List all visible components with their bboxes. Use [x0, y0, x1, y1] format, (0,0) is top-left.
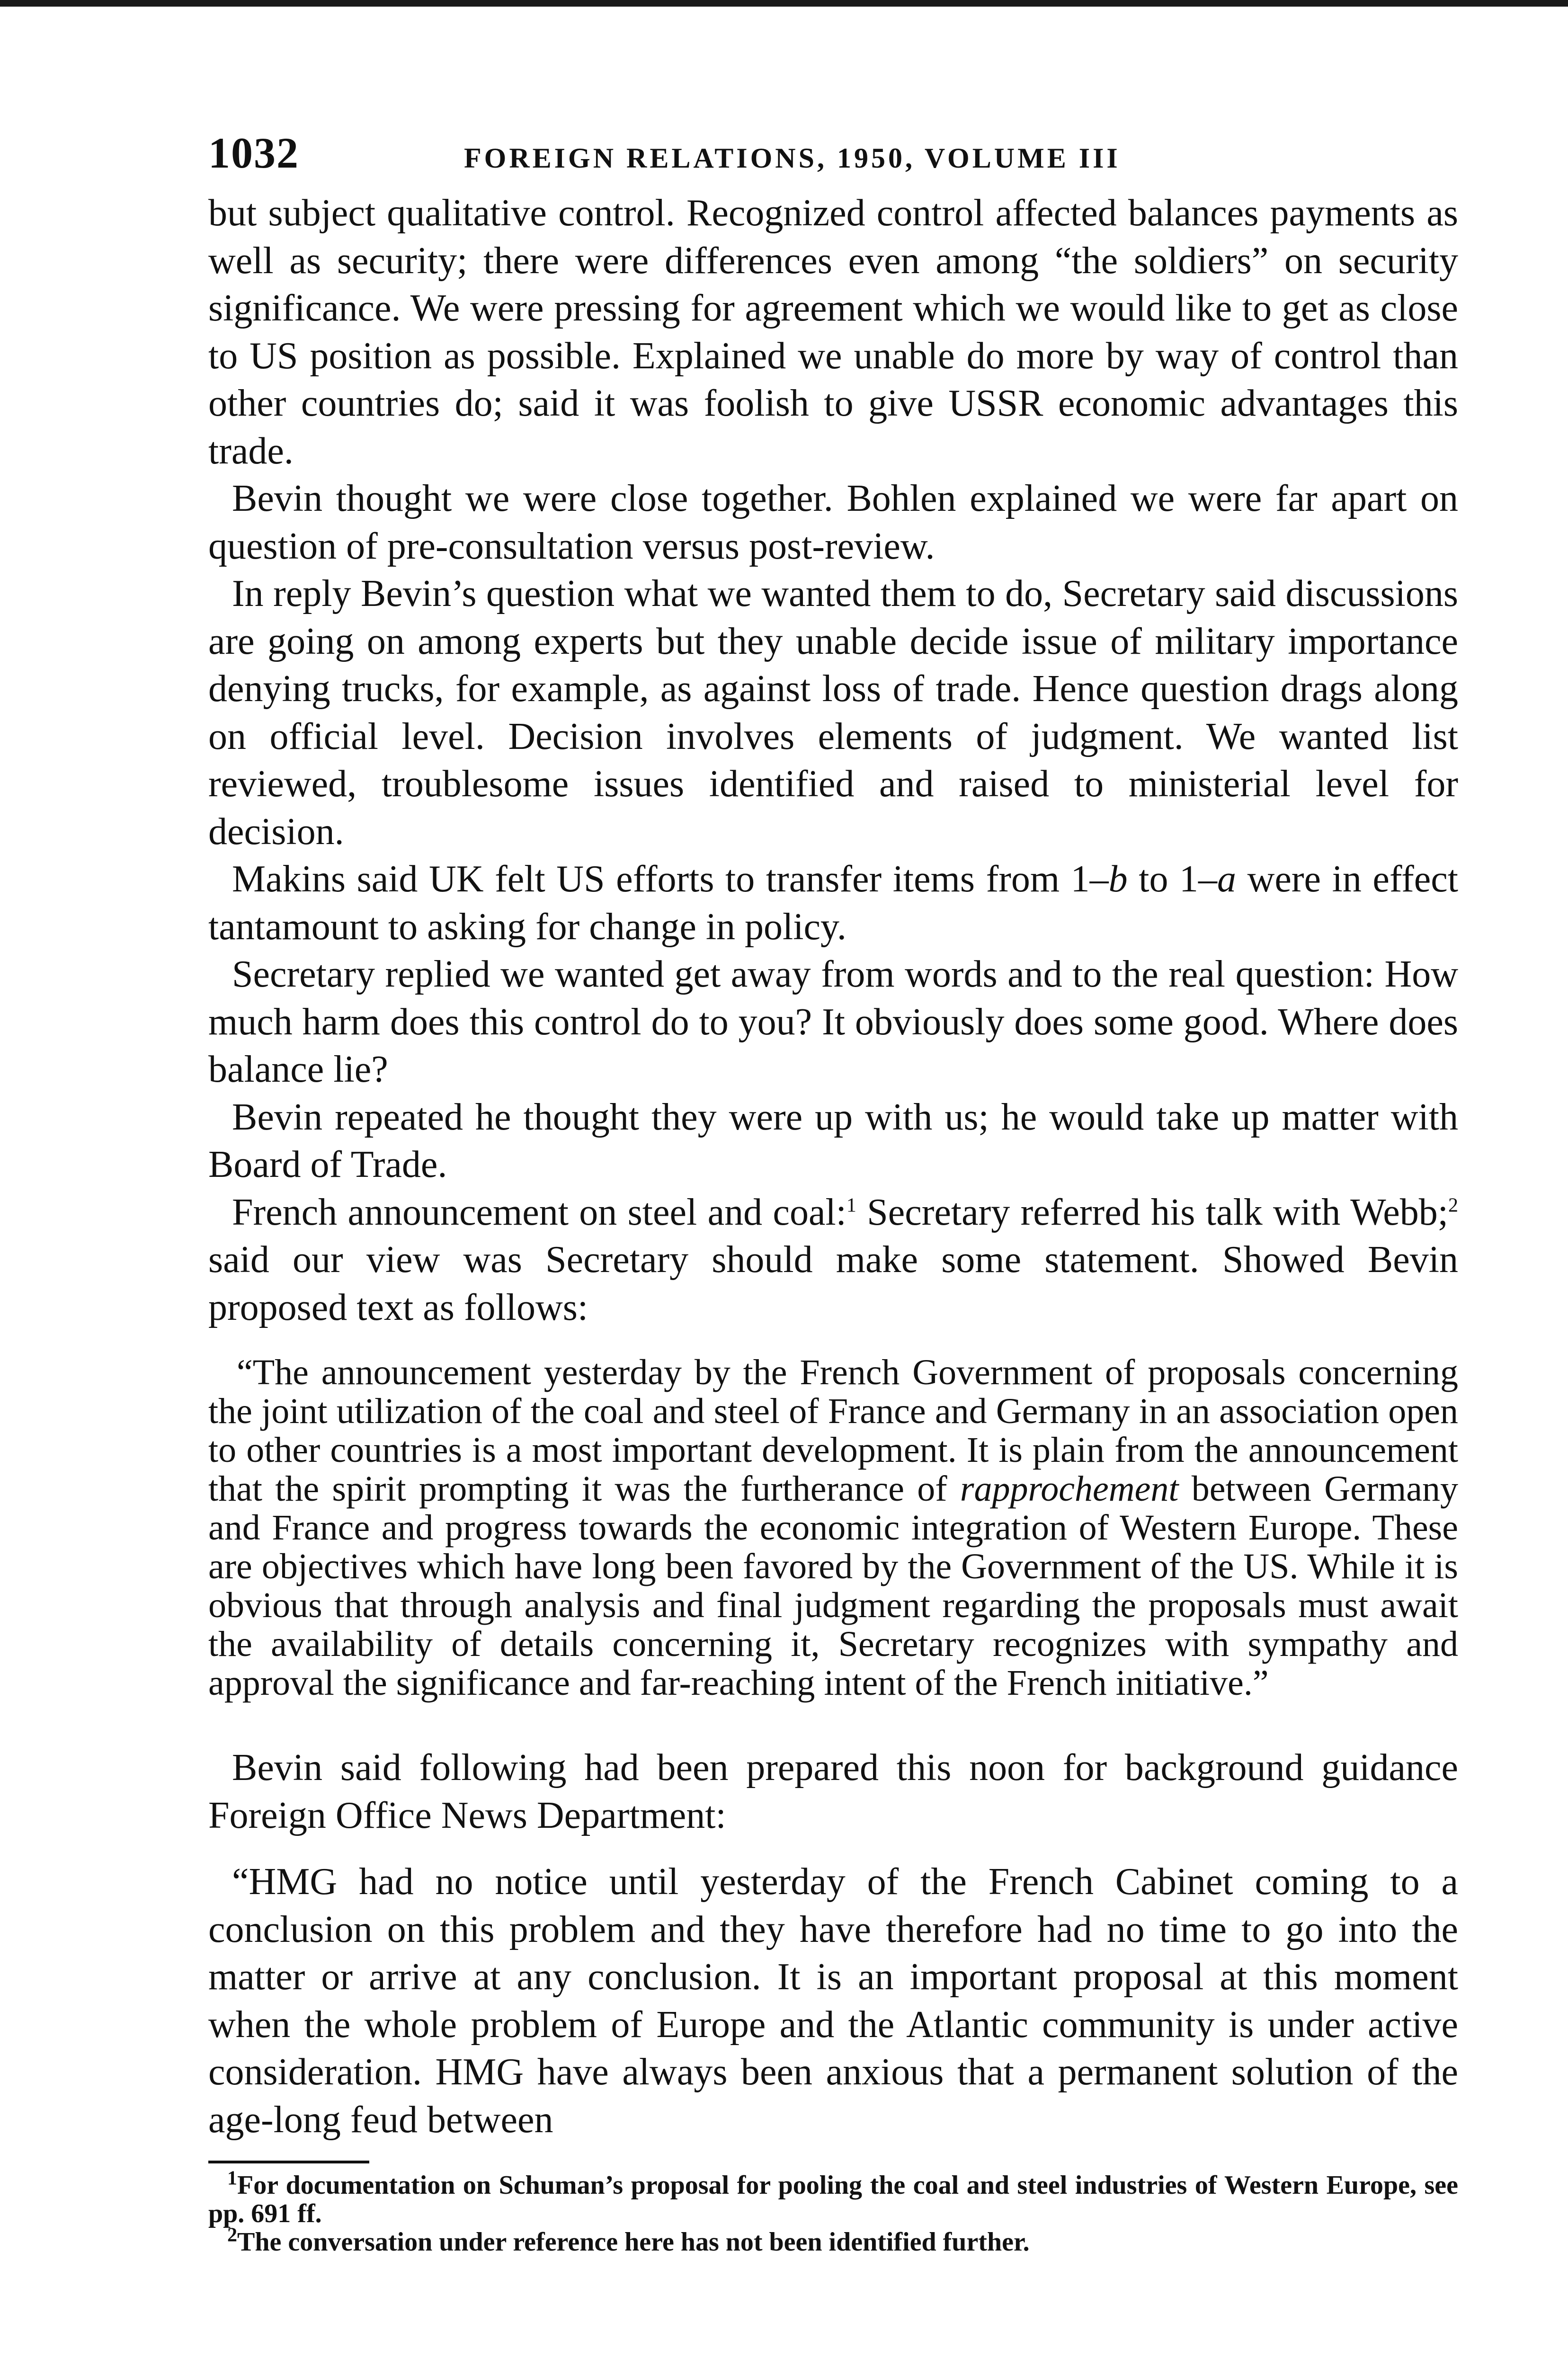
paragraph	[208, 1189, 1458, 1332]
paragraph: but subject qualitative control. Recognized control affected balances payments as well as security; there were differences even among “the soldiers” on security significance. We were pressing for agreement which we would like to get as close to US position as possible. Explained we unable do more by way of control than other countries do; said it was foolish to give USSR economic advantages this trade.	[208, 192, 1458, 472]
text-run: Makins said UK felt US efforts to transfer items from 1–	[232, 858, 1109, 900]
block-quote	[208, 1353, 1458, 1702]
footnote	[208, 2224, 1458, 2257]
block-quote: “HMG had no notice until yesterday of the French Cabinet coming to a conclusion on this problem and they have therefore had no time to go into the matter or arrive at any conclusion. It is an important proposal at this moment when the whole problem of Europe and the Atlantic community is under active consideration. HMG have always been anxious that a permanent solution of the age-long feud between	[208, 1861, 1458, 2141]
italic-letter: a	[1217, 858, 1237, 900]
text-run: to 1–	[1127, 858, 1218, 900]
footnote-text: For documentation on Schuman’s proposal for pooling the coal and steel industries of Western Europe, see pp. 691 ff.	[208, 2171, 1458, 2228]
footnote-marker: 1	[227, 2167, 237, 2189]
footnote	[208, 2167, 1458, 2228]
footnote-ref[interactable]: 2	[1448, 1194, 1458, 1216]
paragraph: Bevin said following had been prepared this noon for background guidance Foreign Office News Department:	[208, 1747, 1458, 1836]
text-run: Secretary referred his talk with Webb;	[856, 1191, 1448, 1233]
italic-word: rapprochement	[960, 1469, 1179, 1509]
footnote-text: The conversation under reference here has not been identified further.	[237, 2227, 1030, 2257]
paragraph: In reply Bevin’s question what we wanted them to do, Secretary said discussions are going on among experts but they unable decide issue of military importance denying trucks, for example, as against loss of trade. Hence question drags along on official level. Decision involves elements of judgment. We wanted list reviewed, troublesome issues identified and raised to ministerial level for decision.	[208, 573, 1458, 853]
footnote-marker: 2	[227, 2224, 237, 2246]
text-run: between Germany and France and progress towards the economic integration of Western Europe. These are objectives which have long been favored by the Government of the US. While it is obvious that through analysis and final judgment regarding the proposals must await the availability of details concerning it, Secretary recognizes with sympathy and approval the significance and far-reaching intent of the French initiative.”	[208, 1469, 1458, 1703]
paragraph: Bevin thought we were close together. Bohlen explained we were far apart on question of pre-consultation versus post-review.	[208, 478, 1458, 567]
page-top-border	[0, 0, 1568, 7]
page-header	[208, 128, 1458, 185]
footnote-divider	[208, 2161, 369, 2163]
footnote-ref[interactable]: 1	[846, 1194, 856, 1216]
paragraph: Bevin repeated he thought they were up with us; he would take up matter with Board of Trade.	[208, 1096, 1458, 1185]
text-run: French announcement on steel and coal:	[232, 1191, 846, 1233]
page-body	[208, 189, 1458, 2256]
italic-letter: b	[1108, 858, 1128, 900]
text-run: were in effect tantamount to asking for change in policy.	[208, 858, 1458, 948]
text-run: said our view was Secretary should make some statement. Showed Bevin proposed text as follows:	[208, 1239, 1458, 1328]
running-head: FOREIGN RELATIONS, 1950, VOLUME III	[464, 142, 1121, 174]
paragraph	[208, 855, 1458, 951]
page-number: 1032	[208, 129, 299, 177]
paragraph: Secretary replied we wanted get away from words and to the real question: How much harm does this control do to you? It obviously does some good. Where does balance lie?	[208, 953, 1458, 1090]
text-run: “The announcement yesterday by the French Government of proposals concerning the joint utilization of the coal and steel of France and Germany in an association open to other countries is a most important development. It is plain from the announcement that the spirit prompting it was the furtherance of	[208, 1353, 1458, 1509]
document-page	[208, 128, 1458, 2256]
